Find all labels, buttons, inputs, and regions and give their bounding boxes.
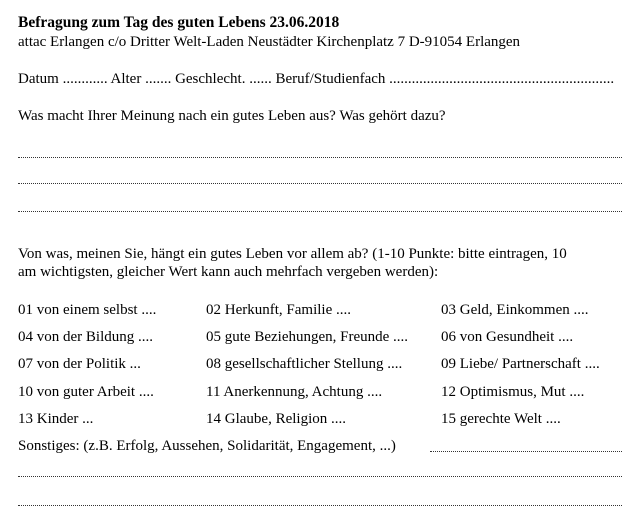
organizer-address: attac Erlangen c/o Dritter Welt-Laden Neustädter Kirchenplatz 7 D-91054 Erlangen bbox=[18, 34, 521, 50]
question-factors-line2: am wichtigsten, gleicher Wert kann auch mehrfach vergeben werden): bbox=[18, 264, 439, 280]
rating-item[interactable]: 01 von einem selbst .... bbox=[18, 302, 157, 318]
other-factors-label: Sonstiges: (z.B. Erfolg, Aussehen, Solidarität, Engagement, ...) bbox=[18, 438, 396, 454]
rating-item[interactable]: 06 von Gesundheit .... bbox=[441, 329, 574, 345]
answer-line-3[interactable] bbox=[18, 211, 622, 212]
form-title: Befragung zum Tag des guten Lebens 23.06.2018 bbox=[18, 14, 340, 31]
rating-item[interactable]: 07 von der Politik ... bbox=[18, 356, 141, 372]
question-factors-line1: Von was, meinen Sie, hängt ein gutes Leben vor allem ab? (1-10 Punkte: bitte eintragen, 10 bbox=[18, 246, 567, 262]
rating-item[interactable]: 11 Anerkennung, Achtung .... bbox=[206, 384, 383, 400]
rating-item[interactable]: 03 Geld, Einkommen .... bbox=[441, 302, 589, 318]
rating-item[interactable]: 04 von der Bildung .... bbox=[18, 329, 153, 345]
other-factors-fill-line[interactable] bbox=[430, 451, 622, 452]
answer-line-1[interactable] bbox=[18, 157, 622, 158]
question-good-life: Was macht Ihrer Meinung nach ein gutes Leben aus? Was gehört dazu? bbox=[18, 108, 446, 124]
rating-item[interactable]: 15 gerechte Welt .... bbox=[441, 411, 561, 427]
rating-item[interactable]: 02 Herkunft, Familie .... bbox=[206, 302, 351, 318]
rating-item[interactable]: 10 von guter Arbeit .... bbox=[18, 384, 154, 400]
rating-item[interactable]: 09 Liebe/ Partnerschaft .... bbox=[441, 356, 600, 372]
other-answer-line-2[interactable] bbox=[18, 505, 622, 506]
rating-item[interactable]: 13 Kinder ... bbox=[18, 411, 94, 427]
respondent-fields-line[interactable]: Datum ............ Alter ....... Geschlecht. ...... Beruf/Studienfach ............................................................ bbox=[18, 71, 615, 87]
rating-item[interactable]: 08 gesellschaftlicher Stellung .... bbox=[206, 356, 403, 372]
rating-item[interactable]: 14 Glaube, Religion .... bbox=[206, 411, 346, 427]
rating-item[interactable]: 05 gute Beziehungen, Freunde .... bbox=[206, 329, 409, 345]
rating-item[interactable]: 12 Optimismus, Mut .... bbox=[441, 384, 585, 400]
answer-line-2[interactable] bbox=[18, 183, 622, 184]
other-answer-line-1[interactable] bbox=[18, 476, 622, 477]
